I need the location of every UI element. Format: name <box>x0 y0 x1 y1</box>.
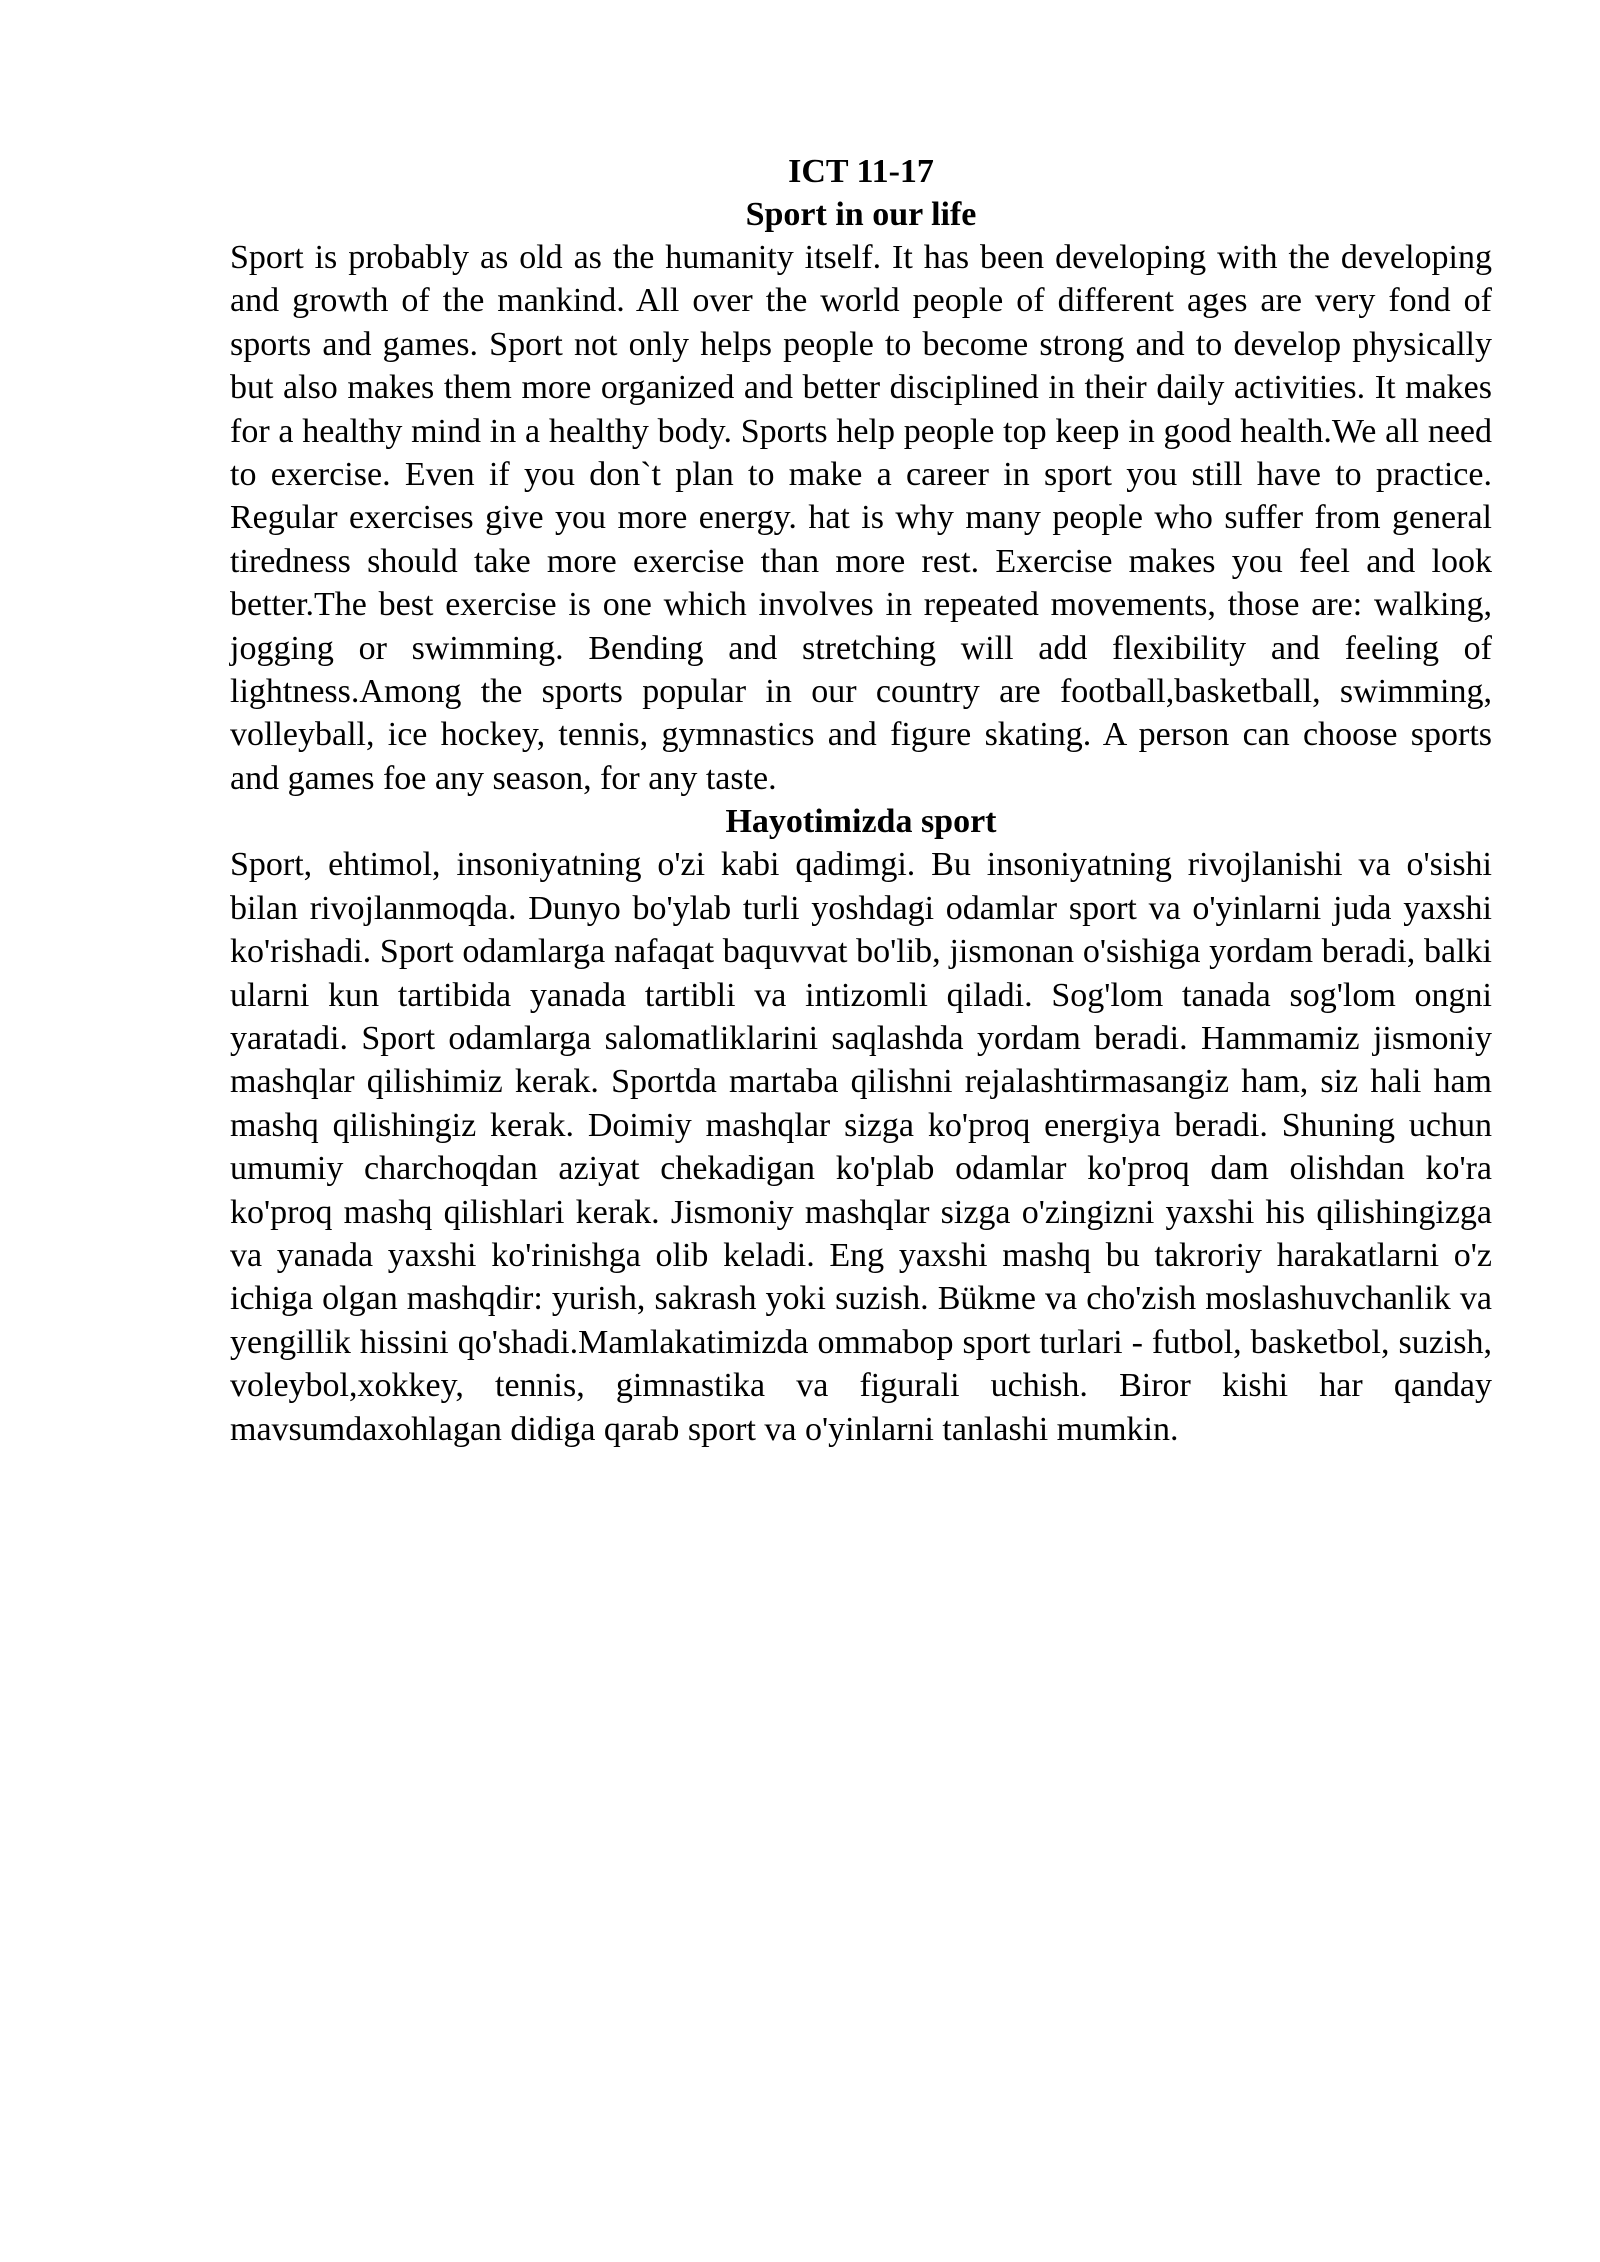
section-title-uzbek: Hayotimizda sport <box>725 803 997 841</box>
document-content <box>230 150 1492 1451</box>
header-code: ICT 11-17 <box>788 153 934 190</box>
section-body-english: Sport is probably as old as the humanity itself. It has been developing with the developing and growth of the mankind. All over the world people of different ages are very fond of sports and games. Sport not only helps people to become strong and to develop physically but also makes them more organized and better disciplined in their daily activities. It makes for a healthy mind in a healthy body. Sports help people top keep in good health.We all need to exercise. Even if you don`t plan to make a career in sport you still have to practice. Regular exercises give you more energy. hat is why many people who suffer from general tiredness should take more exercise than more rest. Exercise makes you feel and look better.The best exercise is one which involves in repeated movements, those are: walking, jogging or swimming. Bending and stretching will add flexibility and feeling of lightness.Among the sports popular in our country are football,basketball, swimming, volleyball, ice hockey, tennis, gymnastics and figure skating. A person can choose sports and games foe any season, for any taste. <box>230 239 1492 797</box>
section-title-english: Sport in our life <box>745 196 977 233</box>
section-body-uzbek: Sport, ehtimol, insoniyatning o'zi kabi qadimgi. Bu insoniyatning rivojlanishi va o'sishi bilan rivojlanmoqda. Dunyo bo'ylab turli yoshdagi odamlar sport va o'yinlarni juda yaxshi ko'rishadi. Sport odamlarga nafaqat baquvvat bo'lib, jismonan o'sishiga yordam beradi, balki ularni kun tartibida yanada tartibli va intizomli qiladi. Sog'lom tanada sog'lom ongni yaratadi. Sport odamlarga salomatliklarini saqlashda yordam beradi. Hammamiz jismoniy mashqlar qilishimiz kerak. Sportda martaba qilishni rejalashtirmasangiz ham, siz hali ham mashq qilishingiz kerak. Doimiy mashqlar sizga ko'proq energiya beradi. Shuning uchun umumiy charchoqdan aziyat chekadigan ko'plab odamlar ko'proq dam olishdan ko'ra ko'proq mashq qilishlari kerak. Jismoniy mashqlar sizga o'zingizni yaxshi his qilishingizga va yanada yaxshi ko'rinishga olib keladi. Eng yaxshi mashq bu takroriy harakatlarni o'z ichiga olgan mashqdir: yurish, sakrash yoki suzish. Bükme va cho'zish moslashuvchanlik va yengillik hissini qo'shadi.Mamlakatimizda ommabop sport turlari - futbol, basketbol, suzish, voleybol,xokkey, tennis, gimnastika va figurali uchish. Biror kishi har qanday mavsumdaxohlagan didiga qarab sport va o'yinlarni tanlashi mumkin. <box>230 846 1492 1448</box>
